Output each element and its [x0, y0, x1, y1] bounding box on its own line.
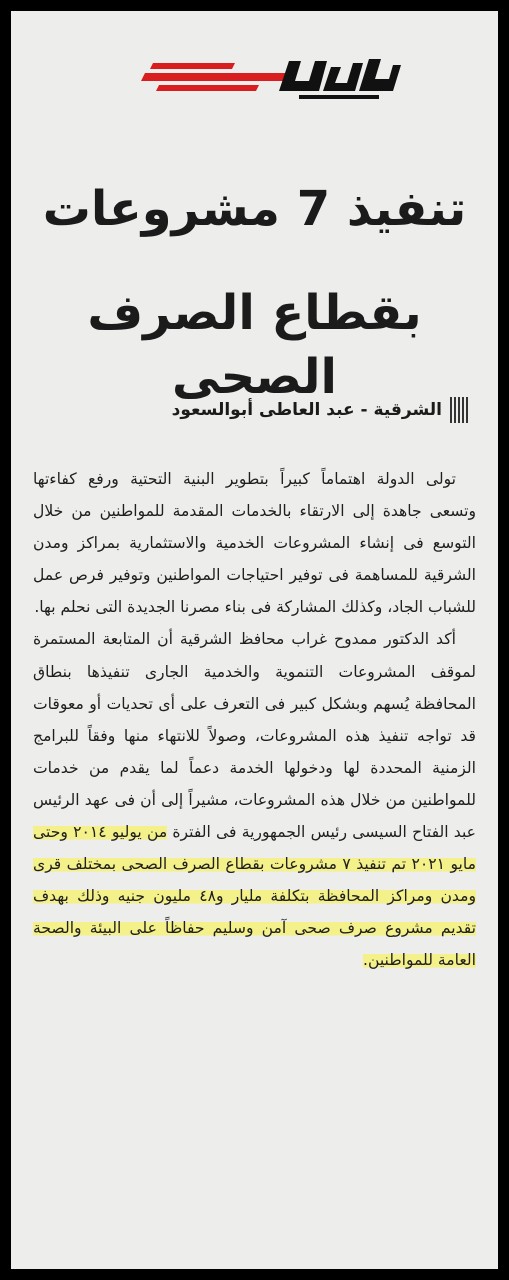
- masthead-logo: [139, 51, 401, 103]
- paragraph-2: [33, 623, 476, 976]
- byline-bars-icon: [450, 397, 468, 423]
- paragraph-2-intro: أكد الدكتور ممدوح غراب محافظ الشرقية أن المتابعة المستمرة لموقف المشروعات التنموية والخدمية الجارى تنفيذها بنطاق المحافظة يُسهم وبشكل كبير فى التعرف على أى تحديات أو معوقات قد تواجه تنفيذ هذه المشروعات، وصولاً للانتهاء منها وفقاً للبرامج الزمنية المحددة لها ودخولها الخدمة دعماً لما يقدم من خدمات للمواطنين من خلال هذه المشروعات، مشيراً إلى أن فى عهد الرئيس عبد الفتاح السيسى رئيس الجمهورية فى الفترة: [33, 630, 476, 842]
- newspaper-clipping: [11, 11, 498, 1269]
- headline-line-2: بقطاع الصرف الصحى: [87, 285, 422, 405]
- article-body: [33, 463, 476, 977]
- byline: [68, 395, 468, 425]
- headline-line-1: تنفيذ 7 مشروعات: [42, 181, 467, 237]
- byline-text: الشرقية - عبد العاطى أبوالسعود: [171, 400, 442, 420]
- paragraph-1: تولى الدولة اهتماماً كبيراً بتطوير البنية التحتية ورفع كفاءتها وتسعى جاهدة إلى الارتقاء بالخدمات المقدمة للمواطنين من خلال التوسع فى إنشاء المشروعات الخدمية والاستثمارية بمراكز ومدن الشرقية للمساهمة فى توفير احتياجات المواطنين وتوفير فرص عمل للشباب الجاد، وكذلك المشاركة فى بناء مصرنا الجديدة التى نحلم بها.: [33, 470, 476, 617]
- highlighted-passage: من يوليو ٢٠١٤ وحتى مايو ٢٠٢١ تم تنفيذ ٧ مشروعات بقطاع الصرف الصحى بمختلف قرى ومدن ومراكز المحافظة بتكلفة مليار و٤٨ مليون جنيه وذلك بهدف تقديم مشروع صرف صحى آمن وسليم حفاظاً على البيئة والصحة العامة للمواطنين.: [33, 823, 476, 970]
